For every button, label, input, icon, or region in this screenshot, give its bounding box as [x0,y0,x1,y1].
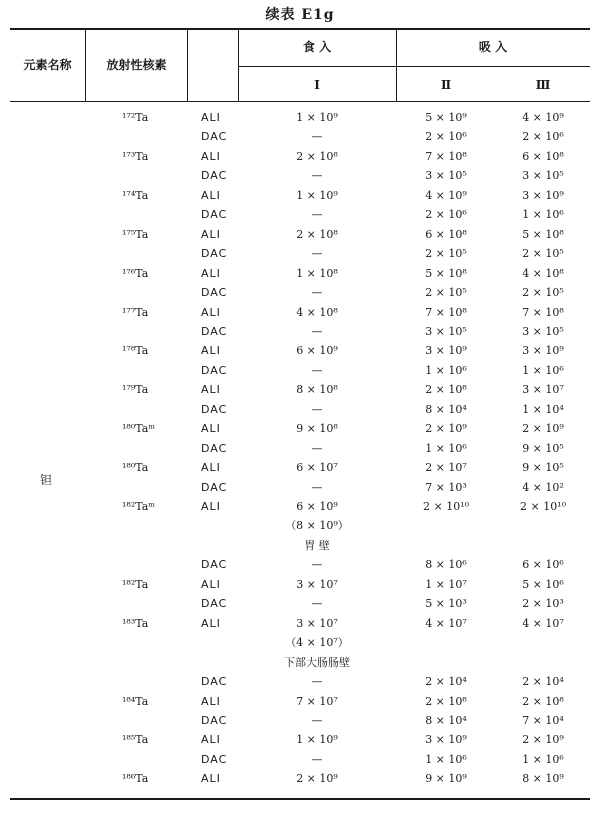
inhalation-iii-cell: 4 × 10² [522,480,564,494]
inhalation-ii-cell: 8 × 10⁴ [425,713,467,727]
ingestion-i-cell: — [311,441,323,455]
ingestion-i-cell: 1 × 10⁹ [296,111,338,124]
inhalation-ii-cell: 7 × 10³ [425,480,467,494]
inhalation-ii-cell: 2 × 10⁶ [425,208,467,222]
header-inhalation: 吸 入 [478,40,508,54]
inhalation-iii-cell: 2 × 10³ [522,597,564,611]
nuclide-cell: ¹⁸⁶Ta [122,772,149,786]
limit-type-cell: ALI [201,188,221,202]
ingestion-i-cell: — [311,169,323,183]
limit-type-cell: ALI [201,227,221,241]
ingestion-i-cell: — [311,286,323,300]
inhalation-ii-cell: 1 × 10⁶ [425,752,467,766]
limit-type-cell: DAC [201,324,228,338]
inhalation-ii-cell: 3 × 10⁵ [425,324,467,338]
element-name: 钽 [40,473,53,487]
col-divider-2 [187,30,188,101]
inhalation-iii-cell: 1 × 10⁶ [522,752,564,766]
header-class-iii: Ⅲ [535,78,551,92]
inhalation-iii-cell: 1 × 10⁶ [522,208,564,222]
nuclide-cell: ¹⁷⁹Ta [122,383,149,397]
header-bottom-rule [10,101,590,102]
header-class-i: I [314,78,320,92]
ingestion-i-cell: （4 × 10⁷） [285,636,349,650]
inhalation-iii-cell: 2 × 10⁵ [522,286,564,300]
inhalation-iii-cell: 3 × 10⁷ [522,383,564,397]
nuclide-cell: ¹⁷³Ta [122,149,149,163]
inhalation-iii-cell: 5 × 10⁶ [522,577,564,591]
inhalation-iii-cell: 6 × 10⁶ [522,558,564,572]
inhalation-ii-cell: 2 × 10⁶ [425,130,467,144]
limit-type-cell: ALI [201,111,221,124]
inhalation-iii-cell: 2 × 10⁶ [522,130,564,144]
header-ingestion: 食 入 [302,40,332,54]
inhalation-ii-cell: 2 × 10⁵ [425,247,467,261]
limit-type-cell: ALI [201,149,221,163]
inhalation-ii-cell: 2 × 10⁸ [425,694,467,708]
ingestion-i-cell: 6 × 10⁷ [296,461,338,475]
inhalation-ii-cell: 5 × 10³ [425,597,467,611]
inhalation-ii-cell: 2 × 10⁵ [425,286,467,300]
limit-type-cell: DAC [201,402,228,416]
inhalation-iii-cell: 8 × 10⁹ [522,772,564,786]
inhalation-ii-cell: 6 × 10⁸ [425,227,467,241]
inhalation-iii-cell: 2 × 10⁸ [522,694,564,708]
inhalation-iii-cell: 5 × 10⁸ [522,227,564,241]
nuclide-cell: ¹⁸³Ta [122,616,149,630]
inhalation-ii-cell: 3 × 10⁵ [425,169,467,183]
nuclide-cell: ¹⁷⁵Ta [122,227,149,241]
limit-type-cell: ALI [201,422,221,436]
limit-type-cell: ALI [201,500,221,513]
inhalation-ii-cell: 2 × 10⁷ [425,461,467,475]
limit-type-cell: ALI [201,305,221,319]
nuclide-cell: ¹⁸⁰Taᵐ [122,422,156,436]
limit-type-cell: DAC [201,558,228,572]
inhalation-ii-cell: 7 × 10⁸ [425,149,467,163]
limit-type-cell: DAC [201,130,228,144]
nuclide-cell: ¹⁷⁷Ta [122,305,149,319]
ingestion-i-cell: 胃 壁 [304,538,330,552]
ingestion-i-cell: 7 × 10⁷ [296,694,338,708]
inhalation-ii-cell: 7 × 10⁸ [425,305,467,319]
inhalation-ii-cell: 3 × 10⁹ [425,733,467,747]
bottom-rule [10,798,590,800]
header-class-ii: Ⅱ [440,78,452,92]
inhalation-ii-cell: 1 × 10⁷ [425,577,467,591]
ingestion-i-cell: 4 × 10⁸ [296,305,338,319]
inhalation-iii-cell: 1 × 10⁴ [522,402,564,416]
inhalation-iii-cell: 9 × 10⁵ [522,461,564,475]
inhalation-iii-cell: 2 × 10⁴ [522,675,564,689]
ingestion-i-cell: 2 × 10⁸ [296,227,338,241]
inhalation-iii-cell: 7 × 10⁴ [522,713,564,727]
nuclide-cell: ¹⁷⁶Ta [122,266,149,280]
inhalation-iii-cell: 7 × 10⁸ [522,305,564,319]
inhalation-iii-cell: 2 × 10⁹ [522,422,564,436]
limit-type-cell: DAC [201,363,228,377]
ingestion-i-cell: 3 × 10⁷ [296,577,338,591]
inhalation-ii-cell: 1 × 10⁶ [425,363,467,377]
ingestion-i-cell: 下部大肠肠壁 [284,655,350,669]
limit-type-cell: ALI [201,733,221,747]
ingestion-i-cell: — [311,558,323,572]
limit-type-cell: ALI [201,577,221,591]
limit-type-cell: DAC [201,480,228,494]
header-element: 元素名称 [23,58,72,72]
limit-type-cell: ALI [201,344,221,358]
inhalation-ii-cell: 4 × 10⁷ [425,616,467,630]
ingestion-i-cell: 3 × 10⁷ [296,616,338,630]
inhalation-iii-cell: 1 × 10⁶ [522,363,564,377]
nuclide-cell: ¹⁸²Ta [122,577,149,591]
inhalation-iii-cell: 2 × 10⁵ [522,247,564,261]
inhalation-iii-cell: 6 × 10⁸ [522,149,564,163]
inhalation-iii-cell: 3 × 10⁵ [522,169,564,183]
ingestion-i-cell: — [311,130,323,144]
inhalation-ii-cell: 5 × 10⁸ [425,266,467,280]
ingestion-i-cell: 1 × 10⁹ [296,188,338,202]
ingestion-i-cell: 1 × 10⁹ [296,733,338,747]
ingestion-i-cell: — [311,247,323,261]
inhalation-ii-cell: 9 × 10⁹ [425,772,467,786]
limit-type-cell: ALI [201,772,221,786]
inhalation-ii-cell: 3 × 10⁹ [425,344,467,358]
ingestion-i-cell: 6 × 10⁹ [296,344,338,358]
ingestion-i-cell: （8 × 10⁹） [285,519,349,533]
nuclide-cell: ¹⁷²Ta [122,111,149,124]
limit-type-cell: DAC [201,752,228,766]
limit-type-cell: DAC [201,441,228,455]
inhalation-ii-cell: 8 × 10⁶ [425,558,467,572]
inhalation-ii-cell: 8 × 10⁴ [425,402,467,416]
limit-type-cell: ALI [201,461,221,475]
ingestion-i-cell: — [311,480,323,494]
ingestion-i-cell: 9 × 10⁸ [296,422,338,436]
ingestion-i-cell: — [311,675,323,689]
ingestion-i-cell: — [311,752,323,766]
limit-type-cell: DAC [201,208,228,222]
table-title: 续表 E1g [265,7,335,23]
ingestion-i-cell: 8 × 10⁸ [296,383,338,397]
inhalation-iii-cell: 3 × 10⁵ [522,324,564,338]
nuclide-cell: ¹⁷⁴Ta [122,188,149,202]
limit-type-cell: ALI [201,383,221,397]
inhalation-ii-cell: 2 × 10¹⁰ [422,500,470,513]
ingestion-i-cell: — [311,208,323,222]
ingestion-i-cell: — [311,324,323,338]
ingestion-i-cell: — [311,597,323,611]
ingestion-i-cell: 2 × 10⁹ [296,772,338,786]
nuclide-cell: ¹⁸⁴Ta [122,694,149,708]
inhalation-ii-cell: 2 × 10⁹ [425,422,467,436]
top-rule [10,28,590,30]
subheader-rule [238,66,590,67]
ingestion-i-cell: 1 × 10⁸ [296,266,338,280]
ingestion-i-cell: — [311,363,323,377]
limit-type-cell: DAC [201,597,228,611]
inhalation-iii-cell: 9 × 10⁵ [522,441,564,455]
inhalation-ii-cell: 1 × 10⁶ [425,441,467,455]
inhalation-iii-cell: 4 × 10⁸ [522,266,564,280]
ingestion-i-cell: — [311,402,323,416]
inhalation-iii-cell: 4 × 10⁷ [522,616,564,630]
limit-type-cell: ALI [201,266,221,280]
limit-type-cell: DAC [201,247,228,261]
nuclide-cell: ¹⁷⁸Ta [122,344,149,358]
nuclide-cell: ¹⁸²Taᵐ [122,500,156,513]
inhalation-iii-cell: 4 × 10⁹ [522,111,564,124]
ingestion-i-cell: 6 × 10⁹ [296,500,338,513]
inhalation-ii-cell: 2 × 10⁸ [425,383,467,397]
nuclide-cell: ¹⁸⁵Ta [122,733,149,747]
limit-type-cell: DAC [201,169,228,183]
nuclide-cell: ¹⁸⁰Ta [122,461,149,475]
limit-type-cell: ALI [201,616,221,630]
header-nuclide: 放射性核素 [106,58,167,72]
inhalation-ii-cell: 5 × 10⁹ [425,111,467,124]
ingestion-i-cell: 2 × 10⁸ [296,149,338,163]
inhalation-iii-cell: 2 × 10¹⁰ [519,500,567,513]
ingestion-i-cell: — [311,713,323,727]
limit-type-cell: DAC [201,713,228,727]
inhalation-ii-cell: 4 × 10⁹ [425,188,467,202]
inhalation-ii-cell: 2 × 10⁴ [425,675,467,689]
limit-type-cell: DAC [201,675,228,689]
inhalation-iii-cell: 3 × 10⁹ [522,344,564,358]
limit-type-cell: DAC [201,286,228,300]
inhalation-iii-cell: 2 × 10⁹ [522,733,564,747]
limit-type-cell: ALI [201,694,221,708]
inhalation-iii-cell: 3 × 10⁹ [522,188,564,202]
